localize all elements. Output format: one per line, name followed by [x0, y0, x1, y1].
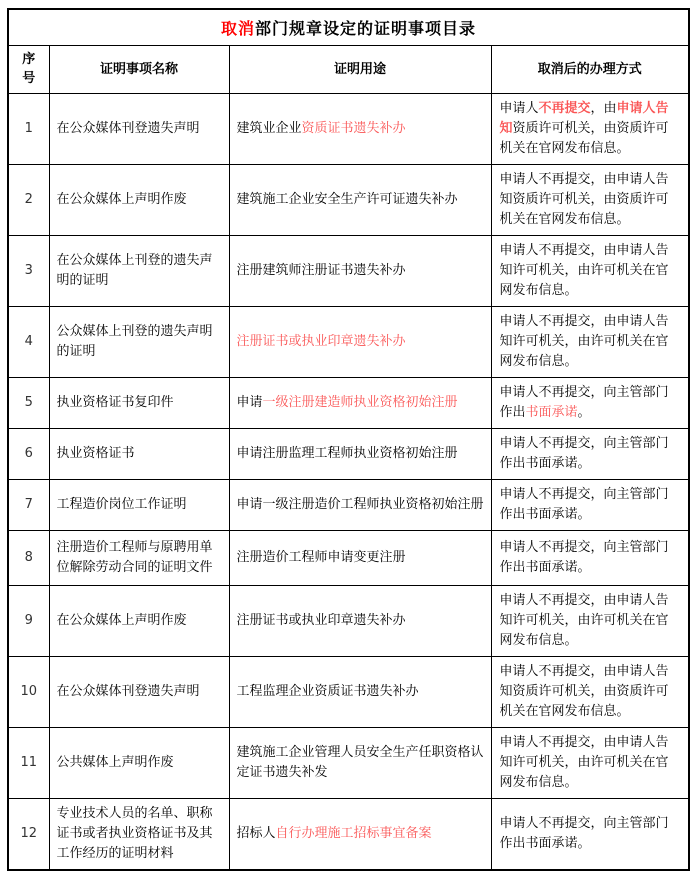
text-segment: 招标人: [236, 825, 276, 841]
text-segment: ，由: [590, 100, 617, 116]
cell-purpose: [229, 428, 491, 479]
cell-purpose: [229, 479, 491, 530]
text-segment: 专业技术人员的名单、职称证书或者执业资格证书及其工作经历的证明材料: [56, 805, 213, 861]
table-row: [8, 479, 689, 530]
text-segment: 申请人: [499, 100, 539, 116]
cell-serial-number: 1: [8, 93, 49, 164]
table-row: [8, 306, 689, 377]
table-row: [8, 656, 689, 727]
text-segment: 资质证书遗失补办: [301, 120, 406, 136]
cell-method: [491, 377, 689, 428]
text-segment: 书面承诺: [525, 404, 578, 420]
cell-item-name: [49, 727, 229, 798]
cell-item-name: [49, 656, 229, 727]
cell-method: [491, 585, 689, 656]
cell-purpose: [229, 306, 491, 377]
cell-item-name: [49, 93, 229, 164]
text-segment: 建筑施工企业管理人员安全生产任职资格认定证书遗失补发: [236, 744, 484, 780]
cell-serial-number: 4: [8, 306, 49, 377]
text-segment: 建筑施工企业安全生产许可证遗失补办: [236, 191, 458, 207]
text-segment: 注册造价工程师申请变更注册: [236, 549, 406, 565]
text-segment: 注册证书或执业印章遗失补办: [236, 612, 406, 628]
text-segment: 申请人告知: [499, 100, 669, 136]
cell-item-name: [49, 585, 229, 656]
table-row: [8, 93, 689, 164]
text-segment: 工程造价岗位工作证明: [56, 496, 187, 512]
table-row: [8, 798, 689, 870]
cell-item-name: [49, 235, 229, 306]
cancelled-certification-items-table: [7, 8, 690, 871]
text-segment: 注册造价工程师与原聘用单位解除劳动合同的证明文件: [56, 539, 213, 575]
text-segment: 申请人不再提交，向主管部门作出书面承诺。: [499, 815, 669, 851]
text-segment: 自行办理施工招标事宜备案: [275, 825, 432, 841]
table-row: [8, 377, 689, 428]
text-segment: 资质许可机关，由资质许可机关在官网发布信息。: [499, 120, 669, 156]
header-row: [8, 45, 689, 93]
cell-item-name: [49, 377, 229, 428]
cell-serial-number: 10: [8, 656, 49, 727]
cell-item-name: [49, 798, 229, 870]
title-highlight: 取消: [221, 18, 256, 38]
cell-serial-number: 9: [8, 585, 49, 656]
cell-purpose: [229, 585, 491, 656]
cell-method: [491, 479, 689, 530]
text-segment: 在公众媒体刊登遗失声明: [56, 683, 200, 699]
title-row: [8, 9, 689, 45]
cell-serial-number: 12: [8, 798, 49, 870]
cell-purpose: [229, 377, 491, 428]
cell-purpose: [229, 164, 491, 235]
table-row: [8, 164, 689, 235]
text-segment: 建筑业企业: [236, 120, 302, 136]
cell-method: [491, 656, 689, 727]
table-title: [8, 9, 689, 45]
text-segment: 申请人不再提交，由申请人告知资质许可机关，由资质许可机关在官网发布信息。: [499, 663, 669, 719]
text-segment: 申请人不再提交，由申请人告知许可机关，由许可机关在官网发布信息。: [499, 242, 669, 298]
text-segment: 申请: [236, 394, 263, 410]
cell-method: [491, 306, 689, 377]
text-segment: 申请人不再提交，向主管部门作出书面承诺。: [499, 435, 669, 471]
text-segment: 执业资格证书: [56, 445, 135, 461]
cell-purpose: [229, 798, 491, 870]
table-row: [8, 235, 689, 306]
text-segment: 申请一级注册造价工程师执业资格初始注册: [236, 496, 484, 512]
text-segment: 执业资格证书复印件: [56, 394, 174, 410]
text-segment: 不再提交: [538, 100, 591, 116]
table-row: [8, 585, 689, 656]
cell-serial-number: 5: [8, 377, 49, 428]
text-segment: 申请人不再提交，由申请人告知资质许可机关，由资质许可机关在官网发布信息。: [499, 171, 669, 227]
table-body: [8, 93, 689, 870]
text-segment: 公众媒体上刊登的遗失声明的证明: [56, 323, 213, 359]
cell-serial-number: 2: [8, 164, 49, 235]
cell-serial-number: 7: [8, 479, 49, 530]
cell-method: [491, 164, 689, 235]
text-segment: 工程监理企业资质证书遗失补办: [236, 683, 419, 699]
cell-method: [491, 727, 689, 798]
text-segment: 公共媒体上声明作废: [56, 754, 174, 770]
cell-serial-number: 3: [8, 235, 49, 306]
cell-item-name: [49, 530, 229, 585]
text-segment: 注册证书或执业印章遗失补办: [236, 333, 406, 349]
cell-serial-number: 8: [8, 530, 49, 585]
cell-item-name: [49, 164, 229, 235]
text-segment: 一级注册建造师执业资格初始注册: [262, 394, 458, 410]
cell-item-name: [49, 479, 229, 530]
cell-serial-number: 11: [8, 727, 49, 798]
cell-purpose: [229, 235, 491, 306]
text-segment: 申请人不再提交，由申请人告知许可机关，由许可机关在官网发布信息。: [499, 592, 669, 648]
cell-purpose: [229, 93, 491, 164]
text-segment: 申请人不再提交，向主管部门作出: [499, 384, 669, 420]
text-segment: 申请注册监理工程师执业资格初始注册: [236, 445, 458, 461]
cell-method: [491, 235, 689, 306]
cell-method: [491, 428, 689, 479]
text-segment: 在公众媒体上刊登的遗失声明的证明: [56, 252, 213, 288]
cell-item-name: [49, 428, 229, 479]
header-purpose: 证明用途: [229, 45, 491, 93]
header-method-after-cancellation: 取消后的办理方式: [491, 45, 689, 93]
cell-method: [491, 798, 689, 870]
text-segment: 在公众媒体刊登遗失声明: [56, 120, 200, 136]
text-segment: 申请人不再提交，向主管部门作出书面承诺。: [499, 486, 669, 522]
cell-method: [491, 530, 689, 585]
header-item-name: 证明事项名称: [49, 45, 229, 93]
cell-purpose: [229, 656, 491, 727]
table-row: [8, 428, 689, 479]
text-segment: 。: [577, 404, 591, 420]
cell-purpose: [229, 727, 491, 798]
cell-purpose: [229, 530, 491, 585]
title-rest: 部门规章设定的证明事项目录: [255, 18, 477, 38]
text-segment: 申请人不再提交，由申请人告知许可机关，由许可机关在官网发布信息。: [499, 734, 669, 790]
text-segment: 申请人不再提交，向主管部门作出书面承诺。: [499, 539, 669, 575]
cell-method: [491, 93, 689, 164]
text-segment: 在公众媒体上声明作废: [56, 612, 187, 628]
cell-serial-number: 6: [8, 428, 49, 479]
text-segment: 申请人不再提交，由申请人告知许可机关，由许可机关在官网发布信息。: [499, 313, 669, 369]
cell-item-name: [49, 306, 229, 377]
text-segment: 在公众媒体上声明作废: [56, 191, 187, 207]
text-segment: 注册建筑师注册证书遗失补办: [236, 262, 406, 278]
table-row: [8, 530, 689, 585]
table-row: [8, 727, 689, 798]
header-serial-number: 序号: [8, 45, 49, 93]
